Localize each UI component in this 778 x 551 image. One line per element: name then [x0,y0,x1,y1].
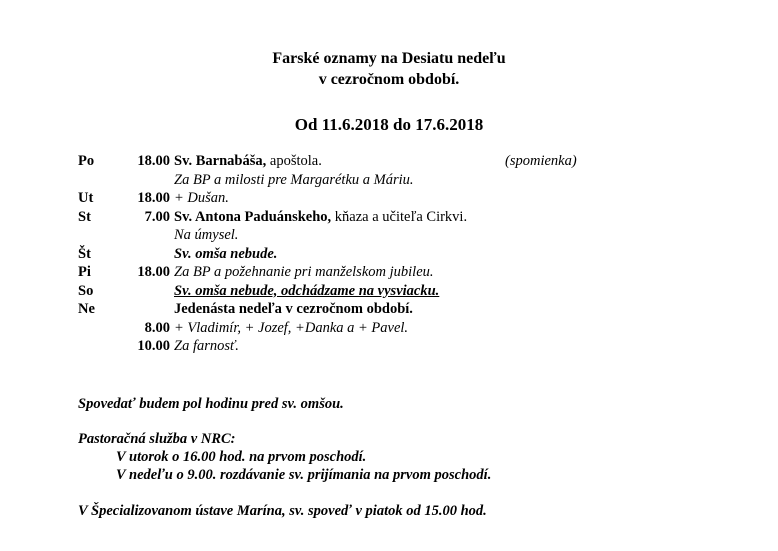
marina-notice: V Špecializovanom ústave Marína, sv. spoveď v piatok od 15.00 hod. [78,503,487,519]
pastoral-item-2: V nedeľu o 9.00. rozdávanie sv. prijímania na prvom poschodí. [116,467,492,483]
day-label: Št [78,245,91,262]
day-label: Ne [78,301,95,317]
feast-detail: kňaza a učiteľa Cirkvi. [331,208,468,225]
mass-description [174,320,408,337]
confession-notice: Spovedať budem pol hodinu pred sv. omšou. [78,396,344,412]
day-label: Ut [78,190,94,206]
mass-description [174,283,439,300]
feast-rank: (spomienka) [505,153,577,169]
mass-intention: Za BP a požehnanie pri manželskom jubileu. [174,264,434,280]
title-line-1: Farské oznamy na Desiatu nedeľu [272,50,506,67]
mass-time: 18.00 [137,153,170,169]
feast-detail: apoštola. [266,153,322,169]
day-label: St [78,208,91,225]
mass-intention: Za farnosť. [174,338,239,354]
mass-time: 8.00 [144,319,170,336]
feast-name: Sv. Barnabáša, [174,153,267,169]
day-label: Po [78,153,95,169]
mass-description [174,209,467,226]
mass-description [174,172,414,189]
mass-description [174,338,239,355]
no-mass-note: Sv. omša nebude. [174,245,278,262]
mass-description [174,246,277,263]
no-mass-note: Sv. omša nebude, odchádzame na vysviacku. [174,282,440,299]
pastoral-item-1: V utorok o 16.00 hod. na prvom poschodí. [116,449,367,465]
mass-intention: Za BP a milosti pre Margarétku a Máriu. [174,171,414,188]
feast-name: Sv. Antona Paduánskeho, [174,208,332,225]
mass-time: 18.00 [137,264,170,280]
mass-description [174,153,322,170]
day-label: So [78,282,94,299]
mass-description [174,301,413,318]
day-label: Pi [78,264,91,280]
mass-intention: + Vladimír, + Jozef, +Danka a + Pavel. [174,319,409,336]
date-range: Od 11.6.2018 do 17.6.2018 [294,115,484,134]
mass-description [174,264,434,281]
feast-name: Jedenásta nedeľa v cezročnom období. [174,301,413,317]
mass-time: 7.00 [144,208,170,225]
mass-intention: + Dušan. [174,190,229,206]
mass-description [174,227,238,244]
title-line-2: v cezročnom období. [318,71,460,88]
mass-description [174,190,229,207]
pastoral-heading: Pastoračná služba v NRC: [78,431,236,447]
mass-time: 10.00 [137,338,170,354]
mass-time: 18.00 [137,190,170,206]
mass-intention: Na úmysel. [174,227,239,243]
